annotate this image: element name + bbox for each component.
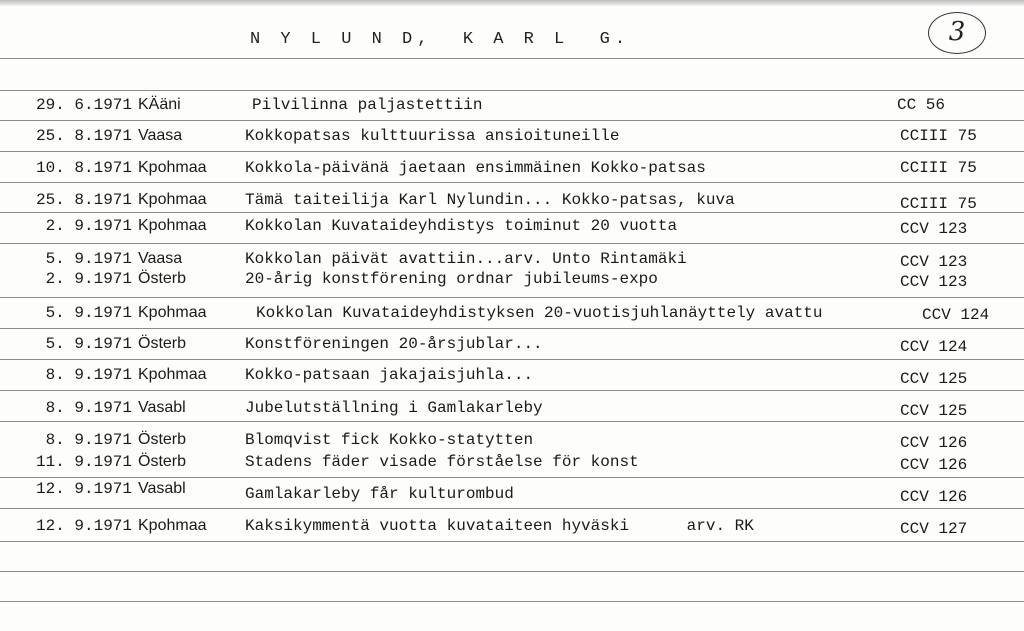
entry-date: 2. 9.1971 <box>45 270 132 288</box>
entry-title: Kokkola-päivänä jaetaan ensimmäinen Kokko-patsas <box>245 159 706 177</box>
entry-date: 12. 9.1971 <box>35 517 132 535</box>
entry-date: 25. 8.1971 <box>35 191 132 209</box>
entry-title: Kokko-patsaan jakajaisjuhla... <box>245 366 534 384</box>
entry-title: Pilvilinna paljastettiin <box>252 96 483 114</box>
entry-ref: CCV 123 <box>900 220 968 238</box>
entry-source: Kpohmaa <box>138 217 207 234</box>
list-item <box>0 302 1024 324</box>
rule-line <box>0 297 1024 298</box>
entry-date: 8. 9.1971 <box>45 399 132 417</box>
entry-title: Tämä taiteilija Karl Nylundin... Kokko-patsas, kuva <box>245 191 735 209</box>
entry-source: Kpohmaa <box>138 517 207 534</box>
entry-date: 5. 9.1971 <box>45 335 132 353</box>
card-top-edge <box>0 0 1024 6</box>
entry-source: Vasabl <box>138 399 186 416</box>
entry-date: 11. 9.1971 <box>35 453 132 471</box>
rule-line <box>0 390 1024 391</box>
list-item <box>0 248 1024 270</box>
rule-line <box>0 541 1024 542</box>
entry-source: Kpohmaa <box>138 366 207 383</box>
entry-date: 29. 6.1971 <box>35 96 132 114</box>
entry-date: 12. 9.1971 <box>35 480 132 498</box>
entry-ref: CCV 126 <box>900 488 968 506</box>
list-item <box>0 268 1024 290</box>
rule-line <box>0 571 1024 572</box>
entry-date: 10. 8.1971 <box>35 159 132 177</box>
list-item <box>0 451 1024 473</box>
list-item <box>0 429 1024 451</box>
entry-ref: CCIII 75 <box>900 159 977 177</box>
entry-source: Kpohmaa <box>138 159 207 176</box>
entry-title: Blomqvist fick Kokko-statytten <box>245 431 534 449</box>
entry-source: Kpohmaa <box>138 304 207 321</box>
entry-ref: CCIII 75 <box>900 127 977 145</box>
entry-date: 25. 8.1971 <box>35 127 132 145</box>
list-item <box>0 125 1024 147</box>
entry-source: KÄäni <box>138 96 181 113</box>
list-item <box>0 189 1024 211</box>
rule-line <box>0 359 1024 360</box>
entry-title: Jubelutställning i Gamlakarleby <box>245 399 543 417</box>
rule-line <box>0 120 1024 121</box>
entry-source: Vaasa <box>138 250 183 267</box>
entry-ref: CCV 126 <box>900 434 968 452</box>
entry-title: Kaksikymmentä vuotta kuvataiteen hyväski arv. RK <box>245 517 754 535</box>
entry-title: Gamlakarleby får kulturombud <box>245 485 514 503</box>
rule-line <box>0 601 1024 602</box>
entry-ref: CCV 123 <box>900 253 968 271</box>
list-item <box>0 157 1024 179</box>
rule-line <box>0 182 1024 183</box>
entry-date: 5. 9.1971 <box>45 250 132 268</box>
list-item <box>0 333 1024 355</box>
entry-ref: CCV 124 <box>900 338 968 356</box>
entry-ref: CCV 125 <box>900 370 968 388</box>
entry-date: 8. 9.1971 <box>45 431 132 449</box>
entry-title: 20-årig konstförening ordnar jubileums-expo <box>245 270 658 288</box>
list-item <box>0 215 1024 237</box>
entry-title: Kokkolan Kuvataideyhdistyksen 20-vuotisjuhlanäyttely avattu <box>256 304 823 322</box>
entry-title: Kokkolan Kuvataideyhdistys toiminut 20 vuotta <box>245 217 678 235</box>
entry-ref: CCV 127 <box>900 520 968 538</box>
rule-line <box>0 421 1024 422</box>
rule-line <box>0 151 1024 152</box>
entry-source: Österb <box>138 431 187 448</box>
list-item <box>0 478 1024 506</box>
rule-line <box>0 212 1024 213</box>
entry-source: Österb <box>138 335 187 352</box>
entry-date: 8. 9.1971 <box>45 366 132 384</box>
entry-ref: CC 56 <box>897 96 946 114</box>
entry-title: Kokkopatsas kulttuurissa ansioituneille <box>245 127 620 145</box>
entry-source: Österb <box>138 453 187 470</box>
rule-line <box>0 508 1024 509</box>
list-item <box>0 397 1024 419</box>
entry-source: Vaasa <box>138 127 183 144</box>
entry-ref: CCV 123 <box>900 273 968 291</box>
entry-title: Kokkolan päivät avattiin...arv. Unto Rintamäki <box>245 250 687 268</box>
entry-source: Österb <box>138 270 187 287</box>
entry-ref: CCV 124 <box>922 306 990 324</box>
entry-ref: CCV 125 <box>900 402 968 420</box>
entry-ref: CCIII 75 <box>900 195 977 213</box>
rule-line <box>0 90 1024 91</box>
list-item <box>0 94 1024 116</box>
rule-line <box>0 328 1024 329</box>
entry-date: 5. 9.1971 <box>45 304 132 322</box>
card-heading: N Y L U N D, K A R L G. <box>250 30 631 49</box>
card-number-circle: 3 <box>928 12 986 54</box>
rule-line <box>0 243 1024 244</box>
list-item <box>0 364 1024 386</box>
list-item <box>0 515 1024 537</box>
entry-source: Vasabl <box>138 480 186 497</box>
rule-line <box>0 58 1024 59</box>
entry-title: Konstföreningen 20-årsjublar... <box>245 335 543 353</box>
entry-date: 2. 9.1971 <box>45 217 132 235</box>
entry-ref: CCV 126 <box>900 456 968 474</box>
entry-source: Kpohmaa <box>138 191 207 208</box>
entry-title: Stadens fäder visade förståelse för konst <box>245 453 639 471</box>
